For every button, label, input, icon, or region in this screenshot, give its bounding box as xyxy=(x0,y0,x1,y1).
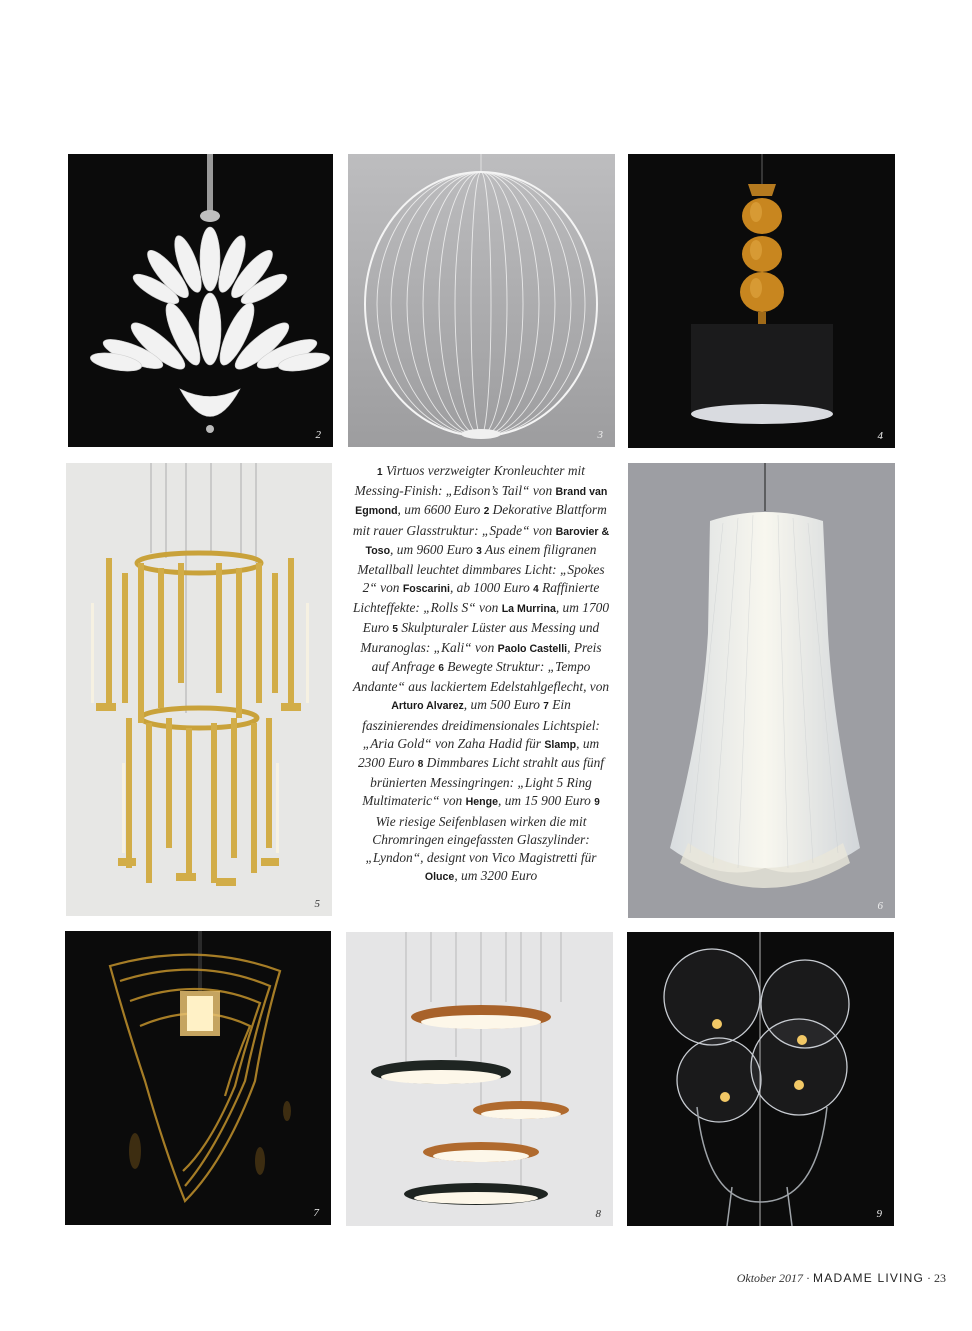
caption-price: , um 6600 Euro xyxy=(397,502,484,518)
product-caption xyxy=(352,462,610,922)
caption-number: 4 xyxy=(533,584,539,596)
caption-text: Skulpturaler Lüster aus Messing und Muranoglas: „Kali“ von xyxy=(360,619,600,655)
photo-number: 2 xyxy=(315,429,321,441)
photo-spade-chandelier xyxy=(68,154,333,447)
caption-price: , um 1700 Euro xyxy=(362,600,610,635)
footer-date: Oktober 2017 xyxy=(736,1271,804,1285)
caption-price: , um 500 Euro xyxy=(463,697,544,713)
caption-brand: Arturo Alvarez xyxy=(391,700,464,713)
page-number: 23 xyxy=(934,1271,946,1285)
caption-price: , ab 1000 Euro xyxy=(449,580,534,596)
aria-gold-illustration xyxy=(65,931,331,1225)
spokes-lamp-illustration xyxy=(348,154,615,447)
caption-number: 6 xyxy=(438,663,444,675)
photo-kali-chandelier xyxy=(66,463,332,916)
caption-text: Virtuos verzweigter Kronleuchter mit Messing-Finish: „Edison’s Tail“ von xyxy=(354,463,585,499)
caption-text: Raffinierte Lichteffekte: „Rolls S“ von xyxy=(352,580,600,616)
photo-tempo-andante-lamp xyxy=(628,463,895,918)
caption-brand: Barovier & Toso xyxy=(365,525,610,557)
light-5-ring-illustration xyxy=(346,932,613,1226)
photo-spokes-lamp xyxy=(348,154,615,447)
photo-rolls-lamp xyxy=(628,154,895,448)
photo-light-5-ring xyxy=(346,932,613,1226)
spade-chandelier-illustration xyxy=(68,154,333,447)
caption-price: , um 9600 Euro xyxy=(390,541,477,557)
caption-text: Dimmbares Licht strahlt aus fünf brünierten Messingringen: „Light 5 Ring Multimateric“ von xyxy=(362,755,604,809)
caption-text: Dekorative Blattform mit rauer Glasstruktur: „Spade“ von xyxy=(352,502,607,538)
caption-brand: Foscarini xyxy=(402,583,450,596)
caption-brand: Paolo Castelli xyxy=(497,642,568,655)
caption-price: , um 3200 Euro xyxy=(454,868,538,884)
photo-number: 5 xyxy=(314,898,320,910)
photo-number: 4 xyxy=(877,430,883,442)
caption-number: 7 xyxy=(543,701,549,713)
caption-number: 5 xyxy=(392,623,398,635)
photo-number: 8 xyxy=(595,1208,601,1220)
caption-number: 8 xyxy=(417,759,424,771)
caption-brand: Oluce xyxy=(424,871,455,884)
caption-number: 9 xyxy=(594,797,600,809)
photo-lyndon-lamp xyxy=(627,932,894,1226)
kali-chandelier-illustration xyxy=(66,463,332,916)
photo-number: 9 xyxy=(876,1208,882,1220)
caption-text: Ein faszinierendes dreidimensionales Lichtspiel: „Aria Gold“ von Zaha Hadid für xyxy=(362,697,600,751)
photo-aria-gold-lamp xyxy=(65,931,331,1225)
caption-price: , Preis auf Anfrage xyxy=(371,639,602,675)
rolls-lamp-illustration xyxy=(628,154,895,448)
caption-number: 3 xyxy=(476,545,482,557)
caption-text: Bewegte Struktur: „Tempo Andante“ aus lackiertem Edelstahlgeflecht, von xyxy=(352,659,610,695)
caption-number: 2 xyxy=(483,506,490,518)
caption-brand: Slamp xyxy=(544,738,577,751)
caption-text: Aus einem filigranen Metallball leuchtet dimmbares Licht: „Spokes 2“ von xyxy=(357,541,605,596)
tempo-andante-illustration xyxy=(628,463,895,918)
photo-number: 3 xyxy=(597,429,603,441)
caption-brand: Brand van Egmond xyxy=(355,486,608,518)
footer-separator: · xyxy=(803,1271,814,1285)
photo-number: 7 xyxy=(313,1207,319,1219)
photo-number: 6 xyxy=(877,900,883,912)
caption-brand: La Murrina xyxy=(501,603,556,616)
page-footer xyxy=(737,1271,946,1286)
caption-text: Wie riesige Seifenblasen wirken die mit Chromringen eingefassten Glaszylinder: „Lyndon“, designt von Vico Magistretti für xyxy=(365,813,597,866)
footer-magazine: MADAME LIVING xyxy=(813,1271,924,1285)
caption-price: , um 2300 Euro xyxy=(357,735,600,771)
footer-separator: · xyxy=(924,1271,934,1285)
caption-brand: Henge xyxy=(465,796,498,809)
lyndon-illustration xyxy=(627,932,894,1226)
caption-price: , um 15 900 Euro xyxy=(498,793,595,809)
caption-number: 1 xyxy=(377,467,383,478)
